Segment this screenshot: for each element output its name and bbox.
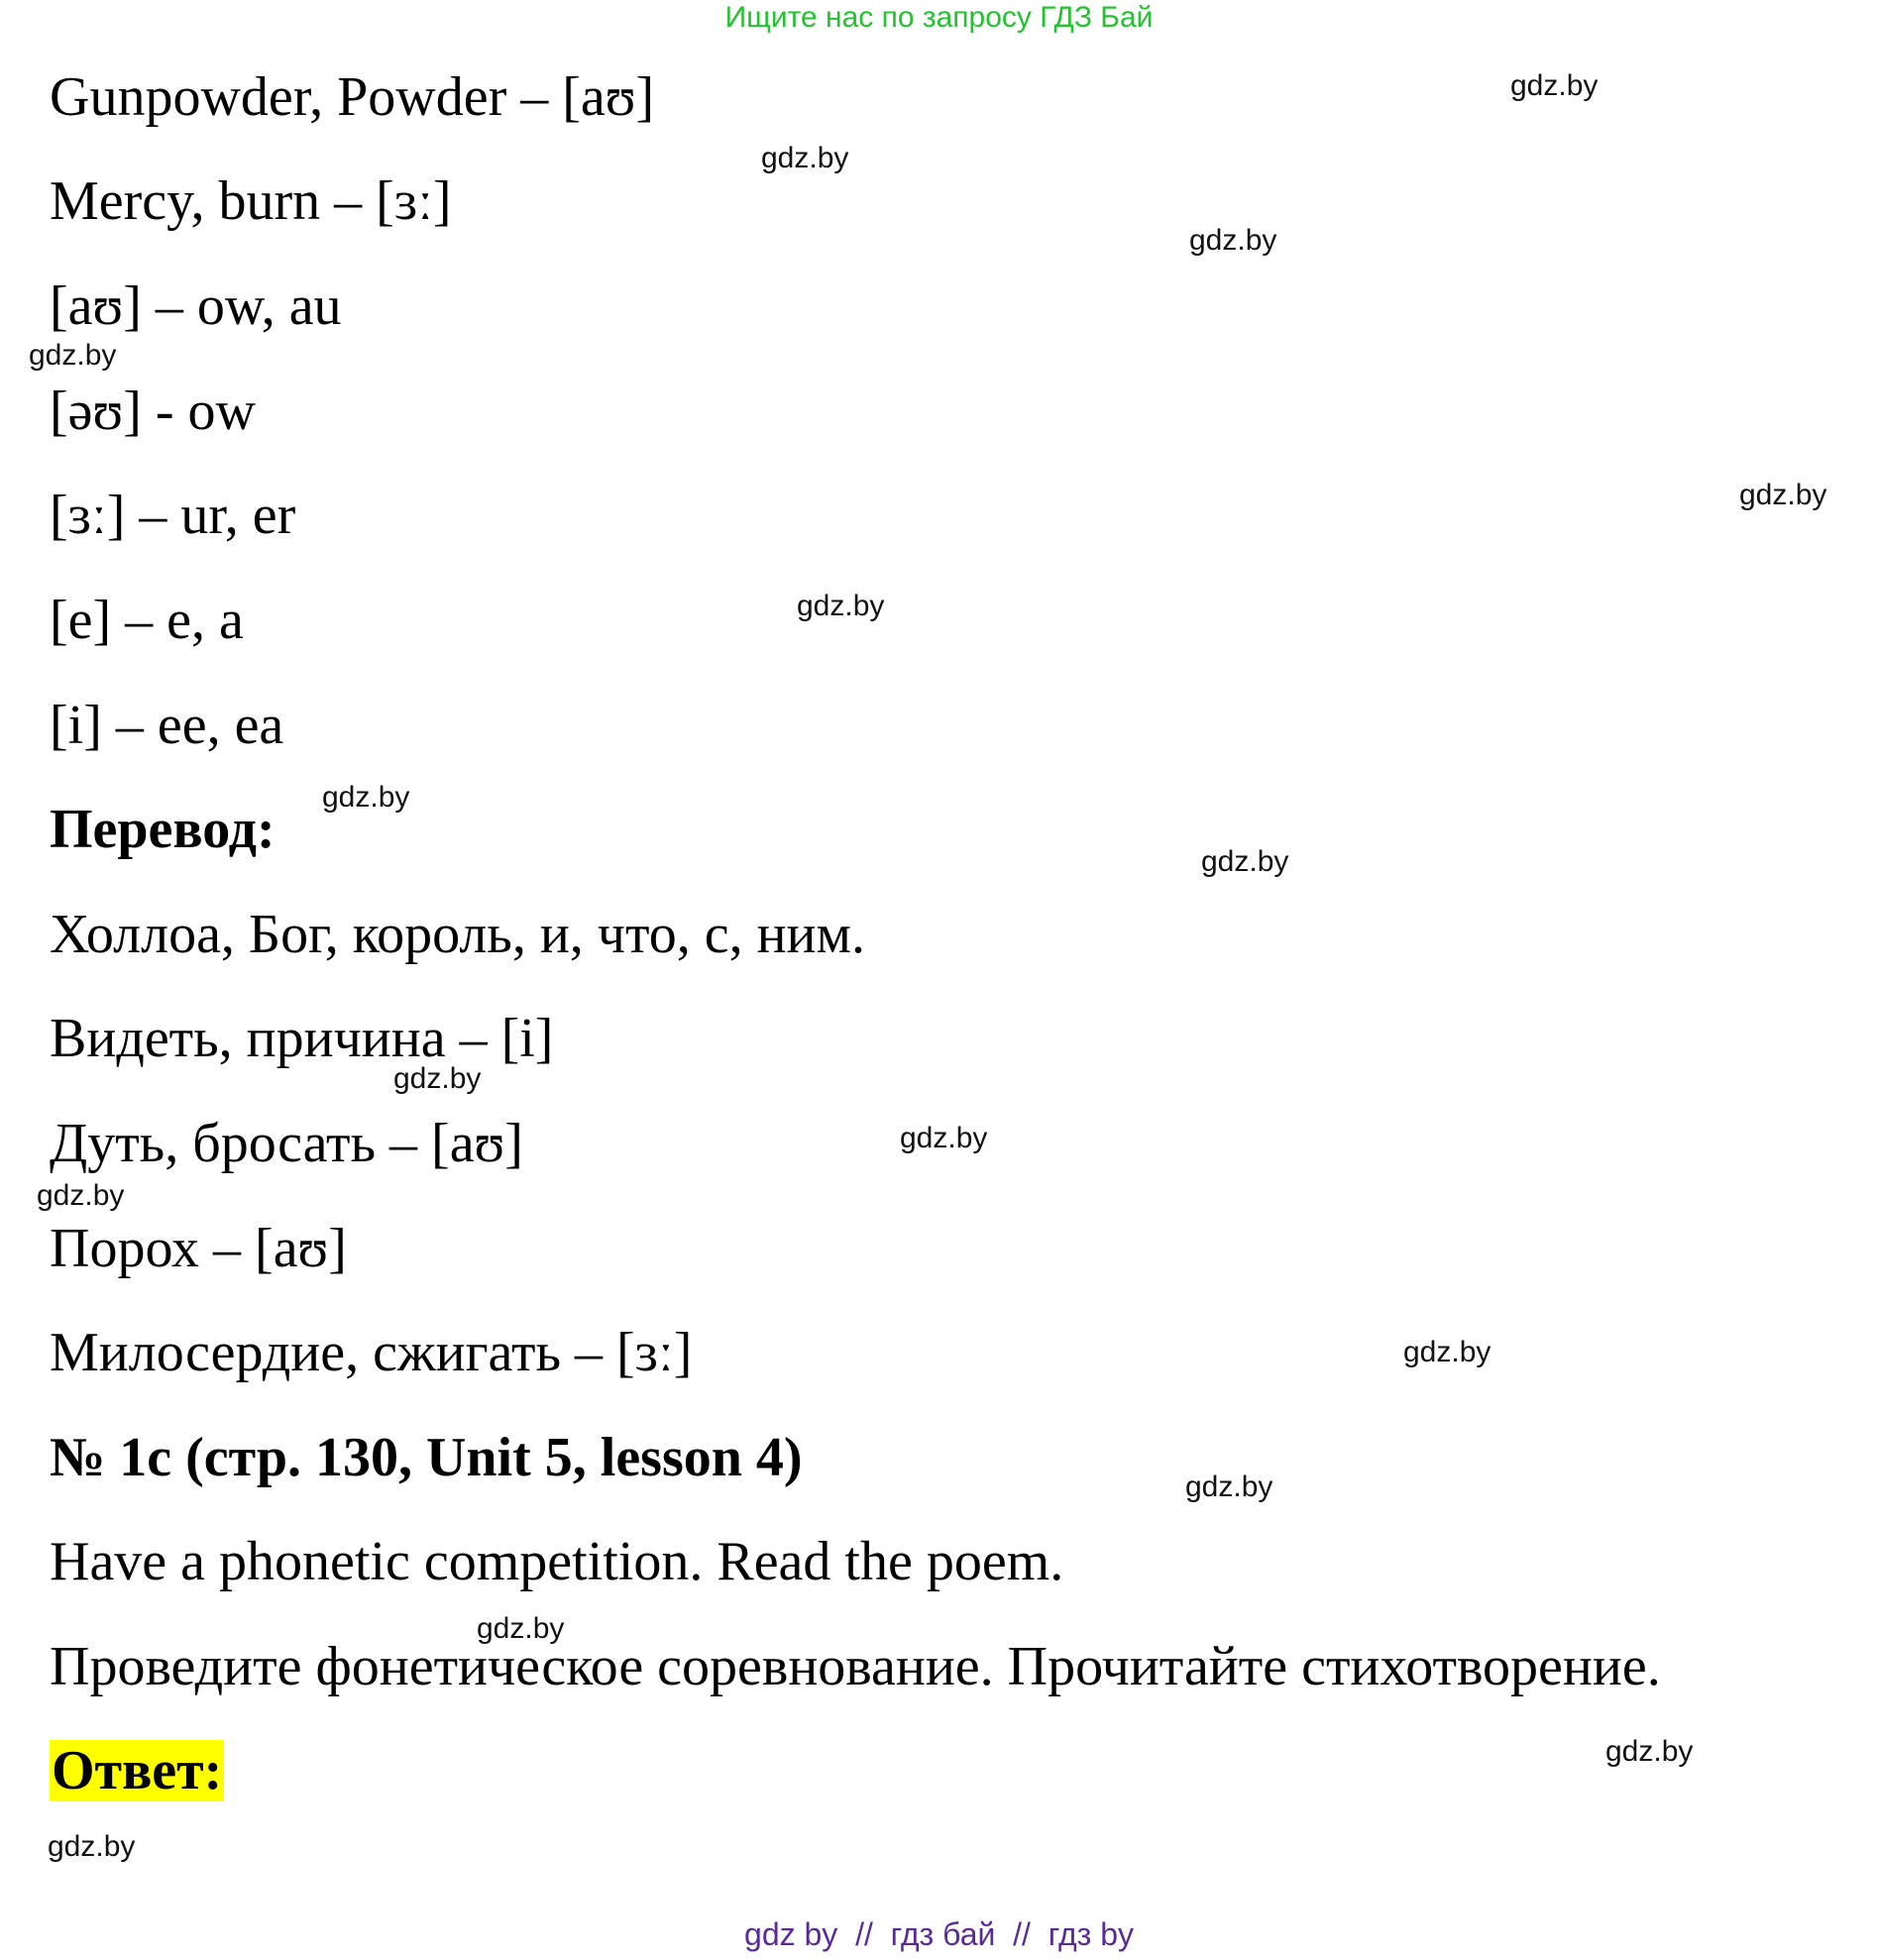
watermark: gdz.by [477, 1612, 565, 1645]
answer-heading [50, 1739, 224, 1802]
translation-heading: Перевод: [50, 799, 276, 860]
watermark: gdz.by [1403, 1336, 1491, 1368]
text-line-videt: Видеть, причина – [i] [50, 1008, 554, 1069]
exercise-heading: № 1c (стр. 130, Unit 5, lesson 4) [50, 1427, 803, 1488]
watermark: gdz.by [900, 1122, 988, 1154]
watermark: gdz.by [322, 781, 410, 814]
text-line-miloserdie: Милосердие, сжигать – [ɜː] [50, 1322, 693, 1383]
watermark: gdz.by [48, 1830, 136, 1863]
exercise-task-english: Have a phonetic competition. Read the poem. [50, 1531, 1064, 1592]
watermark: gdz.by [37, 1179, 125, 1212]
watermark: gdz.by [1605, 1735, 1694, 1768]
text-line-translation-words: Холлоа, Бог, король, и, что, с, ним. [50, 904, 865, 965]
watermark: gdz.by [1201, 845, 1289, 878]
watermark: gdz.by [1185, 1470, 1273, 1503]
text-line-e-sound: [e] – e, a [50, 590, 244, 651]
watermark: gdz.by [29, 339, 117, 372]
watermark: gdz.by [1510, 69, 1599, 102]
watermark: gdz.by [761, 142, 849, 174]
text-line-poroh: Порох – [aʊ] [50, 1218, 347, 1279]
watermark: gdz.by [1189, 224, 1277, 257]
top-banner: Ищите нас по запросу ГДЗ Бай [724, 1, 1154, 34]
text-line-gunpowder: Gunpowder, Powder – [aʊ] [50, 66, 655, 128]
text-line-mercy: Mercy, burn – [ɜː] [50, 170, 452, 232]
text-line-dut: Дуть, бросать – [aʊ] [50, 1113, 523, 1174]
answer-highlight: Ответ: [52, 1740, 223, 1801]
watermark: gdz.by [1739, 479, 1827, 511]
exercise-task-russian: Проведите фонетическое соревнование. Прочитайте стихотворение. [50, 1636, 1661, 1697]
watermark: gdz.by [797, 590, 885, 622]
watermark: gdz.by [393, 1062, 482, 1095]
text-line-er-sound: [ɜː] – ur, er [50, 485, 296, 546]
text-line-ou-sound: [əʊ] - ow [50, 381, 256, 442]
text-line-i-sound: [i] – ee, ea [50, 695, 284, 756]
text-line-au-sound: [aʊ] – ow, au [50, 275, 342, 337]
footer-links: gdz by // гдз бай // гдз by [744, 1916, 1134, 1952]
